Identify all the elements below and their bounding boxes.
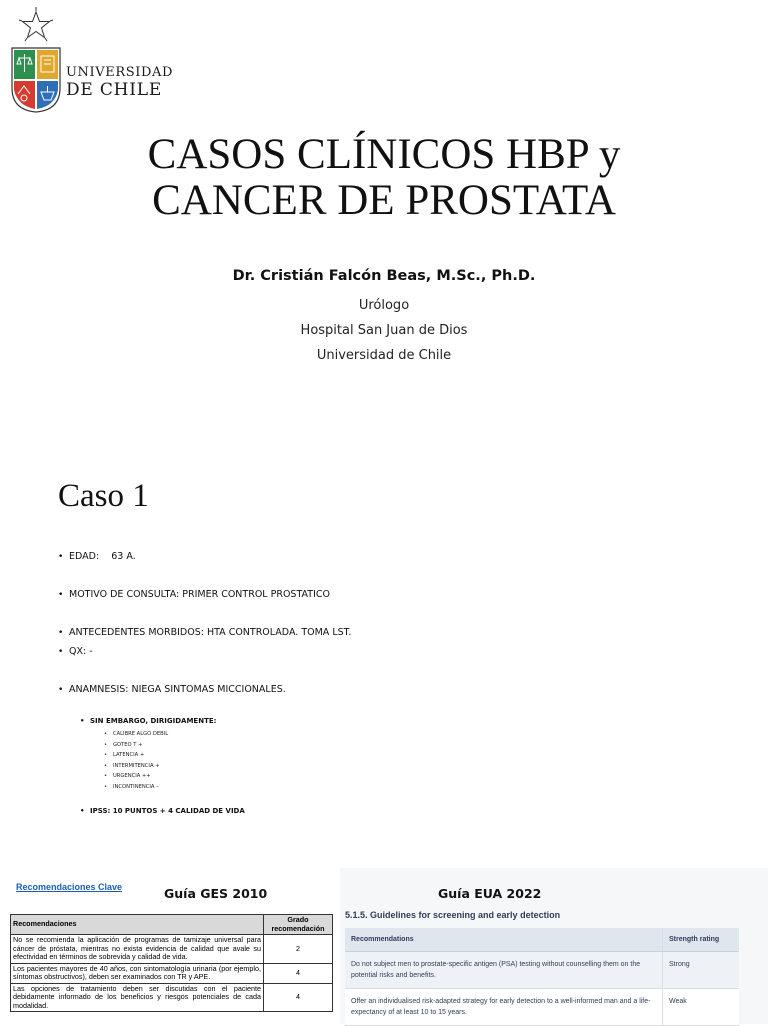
strength-rating: Weak [663, 989, 740, 1026]
author-hospital: Hospital San Juan de Dios [300, 323, 468, 338]
ipss-item [80, 807, 245, 815]
table-row [11, 935, 333, 964]
symptom-item [104, 763, 160, 769]
recommendation-grade: 2 [264, 935, 333, 964]
symptom-item [104, 752, 144, 758]
ges-recommendations-table [10, 914, 333, 1012]
table-row [345, 989, 739, 1026]
bullet-item [58, 589, 330, 600]
column-header: Recommendations [345, 928, 663, 952]
bullet-icon: • [58, 552, 64, 562]
bullet-text: ANTECEDENTES MORBIDOS: HTA CONTROLADA. TOMA LST. [69, 627, 352, 638]
bullet-icon: • [104, 741, 108, 748]
ges-guide-title: Guía GES 2010 [164, 886, 268, 901]
university-crest-icon [10, 6, 62, 114]
case-title: Caso 1 [58, 478, 149, 514]
author-university: Universidad de Chile [316, 348, 452, 363]
bullet-icon: • [104, 783, 108, 790]
bullet-icon: • [104, 752, 108, 758]
bullet-text: EDAD: 63 A. [69, 551, 136, 562]
symptom-text: INCONTINENCIA – [113, 783, 159, 790]
eua-guide-title: Guía EUA 2022 [438, 886, 542, 901]
bullet-icon: • [58, 590, 64, 600]
ipss-text: IPSS: 10 PUNTOS + 4 CALIDAD DE VIDA [90, 807, 245, 815]
bullet-item [58, 551, 136, 562]
university-logo [10, 6, 174, 114]
table-header-row [345, 928, 739, 952]
title-line-2: CANCER DE PROSTATA [152, 177, 616, 224]
symptom-text: URGENCIA ++ [113, 773, 151, 779]
bullet-icon: • [104, 773, 108, 779]
title-line-1: CASOS CLÍNICOS HBP y [147, 131, 621, 178]
bullet-text: ANAMNESIS: NIEGA SINTOMAS MICCIONALES. [69, 684, 286, 695]
symptom-text: GOTEO T + [113, 741, 143, 748]
symptom-item [104, 773, 151, 779]
university-name [66, 66, 173, 100]
recommendations-link[interactable]: Recomendaciones Clave [16, 882, 123, 892]
table-row [345, 952, 739, 989]
column-header: Recomendaciones [11, 915, 264, 935]
symptom-text: LATENCIA + [113, 752, 145, 758]
symptom-item [104, 784, 159, 790]
column-header: Grado recomendación [264, 915, 333, 935]
bullet-item [58, 627, 351, 638]
bullet-icon: • [58, 647, 64, 657]
recommendation-text: Los pacientes mayores de 40 años, con sintomatología urinaria (por ejemplo, síntomas obstructivos), deben ser examinados con TR y APE. [11, 963, 264, 983]
university-name-line2: DE CHILE [66, 80, 163, 100]
bullet-icon: • [58, 685, 64, 695]
symptom-item [104, 731, 168, 737]
sub-heading-text: SIN EMBARGO, DIRIGIDAMENTE: [90, 717, 217, 725]
university-name-line1: UNIVERSIDAD [66, 65, 174, 80]
bullet-icon: • [104, 762, 108, 769]
bullet-icon: • [58, 628, 64, 638]
bullet-icon: • [104, 731, 108, 737]
author-role: Urólogo [358, 298, 410, 313]
recommendation-text: Las opciones de tratamiento deben ser discutidas con el paciente debidamente informado de los beneficios y riesgos potenciales de cada modalidad. [11, 983, 264, 1012]
symptom-item [104, 742, 142, 748]
symptom-text: INTERMITENCIA + [113, 762, 160, 769]
table-header-row [11, 915, 333, 935]
recommendation-grade: 4 [264, 963, 333, 983]
table-row [11, 983, 333, 1012]
bullet-item [58, 646, 93, 657]
recommendation-text: No se recomienda la aplicación de programas de tamizaje universal para cáncer de próstata, mientras no exista evidencia de calidad que avale su efectividad en términos de sobrevida y calidad de vida. [11, 935, 264, 964]
eua-recommendations-table [345, 928, 739, 1026]
recommendation-text: Offer an individualised risk-adapted strategy for early detection to a well-informed man and a life-expectancy of at least 10 to 15 years. [345, 989, 663, 1026]
strength-rating: Strong [663, 952, 740, 989]
bullet-text: QX: - [69, 646, 93, 657]
bullet-text: MOTIVO DE CONSULTA: PRIMER CONTROL PROSTATICO [69, 589, 330, 600]
recommendation-text: Do not subject men to prostate-specific antigen (PSA) testing without counselling them on the potential risks and benefits. [345, 952, 663, 989]
column-header: Strength rating [663, 928, 740, 952]
bullet-icon: • [80, 717, 85, 725]
table-row [11, 963, 333, 983]
bullet-icon: • [80, 807, 85, 815]
author-name: Dr. Cristián Falcón Beas, M.Sc., Ph.D. [232, 268, 536, 284]
bullet-item [58, 684, 286, 695]
recommendation-grade: 4 [264, 983, 333, 1012]
symptom-text: CALIBRE ALGO DEBIL [113, 731, 169, 737]
eua-section-heading: 5.1.5. Guidelines for screening and early detection [345, 910, 561, 920]
sub-heading [80, 717, 216, 725]
presentation-title [0, 132, 768, 224]
